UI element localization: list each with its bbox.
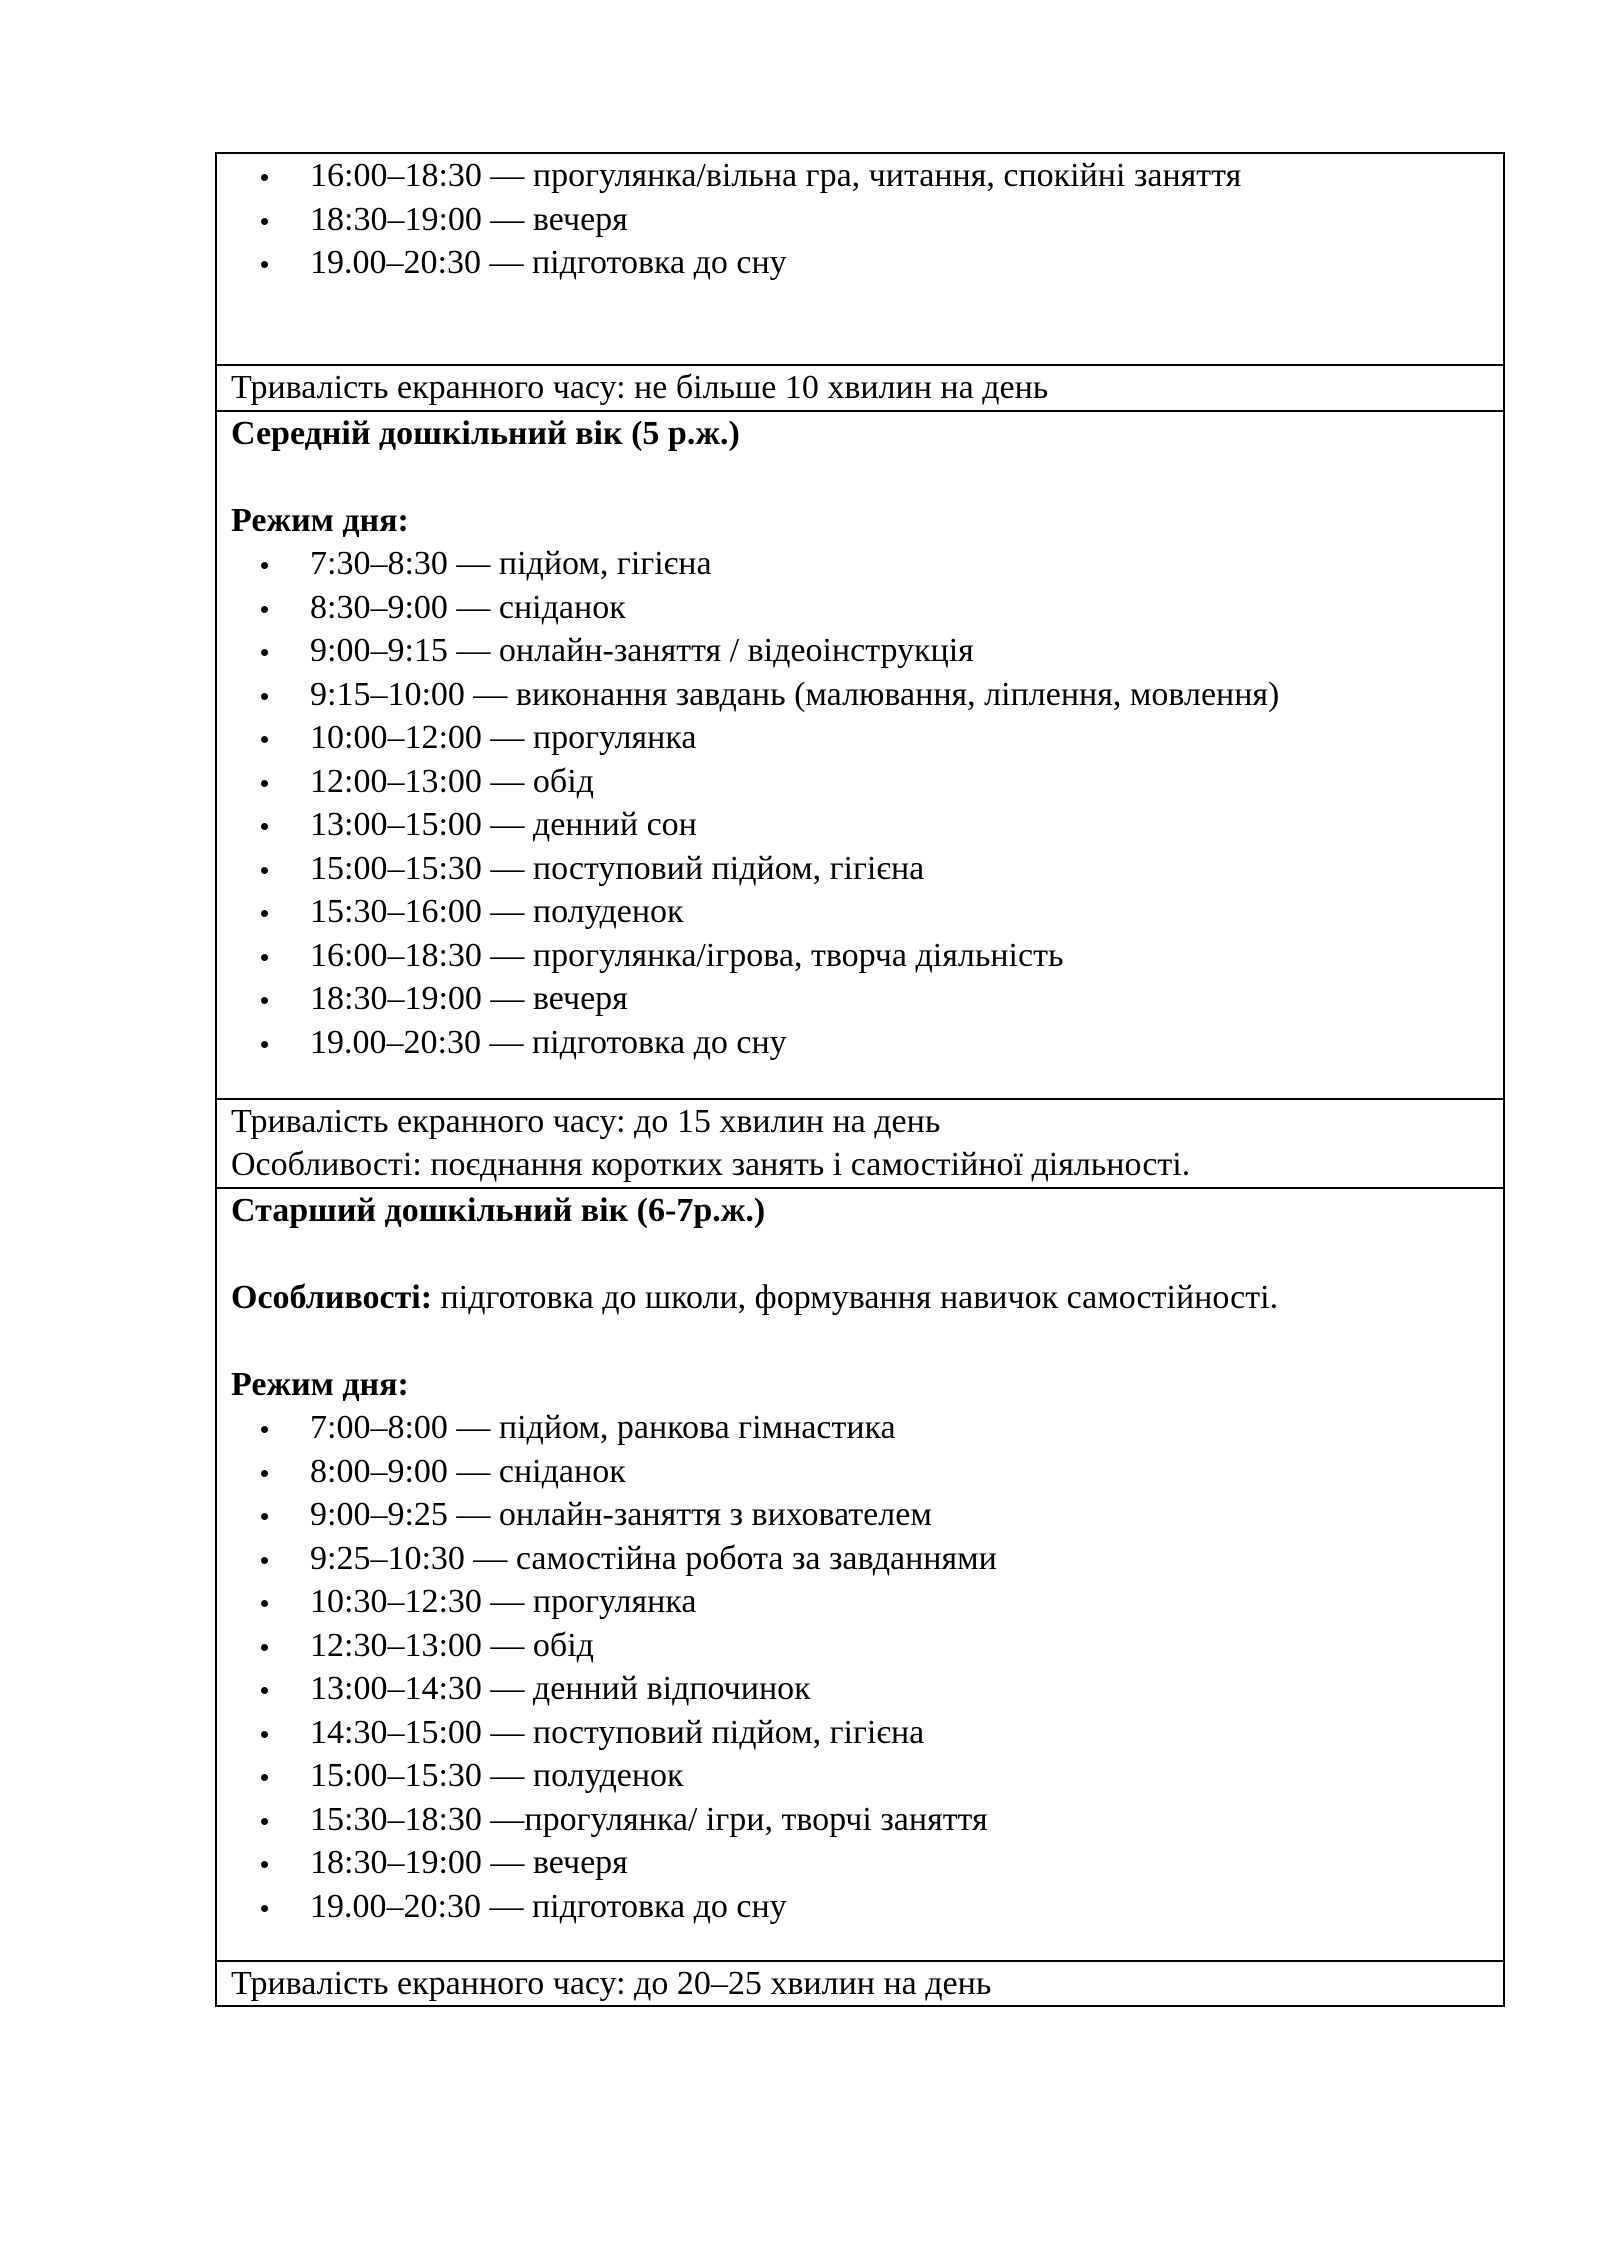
list-item: 7:00–8:00 — підйом, ранкова гімнастика	[310, 1406, 1489, 1450]
section-title: Середній дошкільний вік (5 р.ж.)	[231, 414, 740, 452]
list-item: 10:00–12:00 — прогулянка	[310, 716, 1489, 760]
schedule-cell	[216, 153, 1504, 365]
list-item: 18:30–19:00 — вечеря	[310, 198, 1489, 242]
spacer	[231, 455, 1489, 499]
list-item: 19.00–20:30 — підготовка до сну	[310, 1885, 1489, 1929]
list-item: 16:00–18:30 — прогулянка/вільна гра, читання, спокійні заняття	[310, 154, 1489, 198]
schedule-list	[231, 542, 1489, 1064]
list-item: 15:30–16:00 — полуденок	[310, 890, 1489, 934]
screen-time-note: Тривалість екранного часу: до 15 хвилин на день	[231, 1102, 941, 1140]
list-item: 18:30–19:00 — вечеря	[310, 1841, 1489, 1885]
screen-time-note: Тривалість екранного часу: не більше 10 хвилин на день	[231, 369, 1049, 406]
schedule-label: Режим дня:	[231, 501, 409, 539]
features-label: Особливості:	[231, 1278, 433, 1316]
screen-time-note: Тривалість екранного часу: до 20–25 хвилин на день	[231, 1964, 992, 2002]
section-title: Старший дошкільний вік (6-7р.ж.)	[231, 1191, 766, 1229]
table-row	[216, 365, 1504, 411]
schedule-label: Режим дня:	[231, 1365, 409, 1403]
list-item: 15:30–18:30 —прогулянка/ ігри, творчі заняття	[310, 1798, 1489, 1842]
features-text: підготовка до школи, формування навичок самостійності.	[432, 1278, 1279, 1316]
list-item: 12:00–13:00 — обід	[310, 760, 1489, 804]
screen-time-cell	[216, 365, 1504, 411]
list-item: 10:30–12:30 — прогулянка	[310, 1580, 1489, 1624]
features-note: Особливості: поєднання коротких занять і самостійної діяльності.	[231, 1146, 1191, 1183]
list-item: 9:00–9:15 — онлайн-заняття / відеоінструкція	[310, 629, 1489, 673]
table-row	[216, 1099, 1504, 1188]
list-item: 15:00–15:30 — поступовий підйом, гігієна	[310, 847, 1489, 891]
screen-time-cell	[216, 1099, 1504, 1188]
table-row	[216, 153, 1504, 365]
list-item: 19.00–20:30 — підготовка до сну	[310, 241, 1489, 285]
schedule-list	[231, 154, 1489, 285]
spacer	[231, 1319, 1489, 1363]
list-item: 9:15–10:00 — виконання завдань (малювання, ліплення, мовлення)	[310, 673, 1489, 717]
features-line	[231, 1276, 1489, 1320]
list-item: 9:25–10:30 — самостійна робота за завданнями	[310, 1537, 1489, 1581]
table-row	[216, 1961, 1504, 2007]
list-item: 8:30–9:00 — сніданок	[310, 586, 1489, 630]
table-row	[216, 1188, 1504, 1961]
list-item: 16:00–18:30 — прогулянка/ігрова, творча діяльність	[310, 934, 1489, 978]
schedule-list	[231, 1406, 1489, 1928]
list-item: 9:00–9:25 — онлайн-заняття з вихователем	[310, 1493, 1489, 1537]
schedule-cell	[216, 1188, 1504, 1961]
list-item: 19.00–20:30 — підготовка до сну	[310, 1021, 1489, 1065]
list-item: 8:00–9:00 — сніданок	[310, 1450, 1489, 1494]
schedule-table	[215, 152, 1505, 2007]
list-item: 15:00–15:30 — полуденок	[310, 1754, 1489, 1798]
list-item: 13:00–14:30 — денний відпочинок	[310, 1667, 1489, 1711]
list-item: 12:30–13:00 — обід	[310, 1624, 1489, 1668]
schedule-cell	[216, 411, 1504, 1099]
spacer	[231, 1232, 1489, 1276]
list-item: 13:00–15:00 — денний сон	[310, 803, 1489, 847]
screen-time-cell	[216, 1961, 1504, 2007]
list-item: 14:30–15:00 — поступовий підйом, гігієна	[310, 1711, 1489, 1755]
table-row	[216, 411, 1504, 1099]
list-item: 18:30–19:00 — вечеря	[310, 977, 1489, 1021]
list-item: 7:30–8:30 — підйом, гігієна	[310, 542, 1489, 586]
